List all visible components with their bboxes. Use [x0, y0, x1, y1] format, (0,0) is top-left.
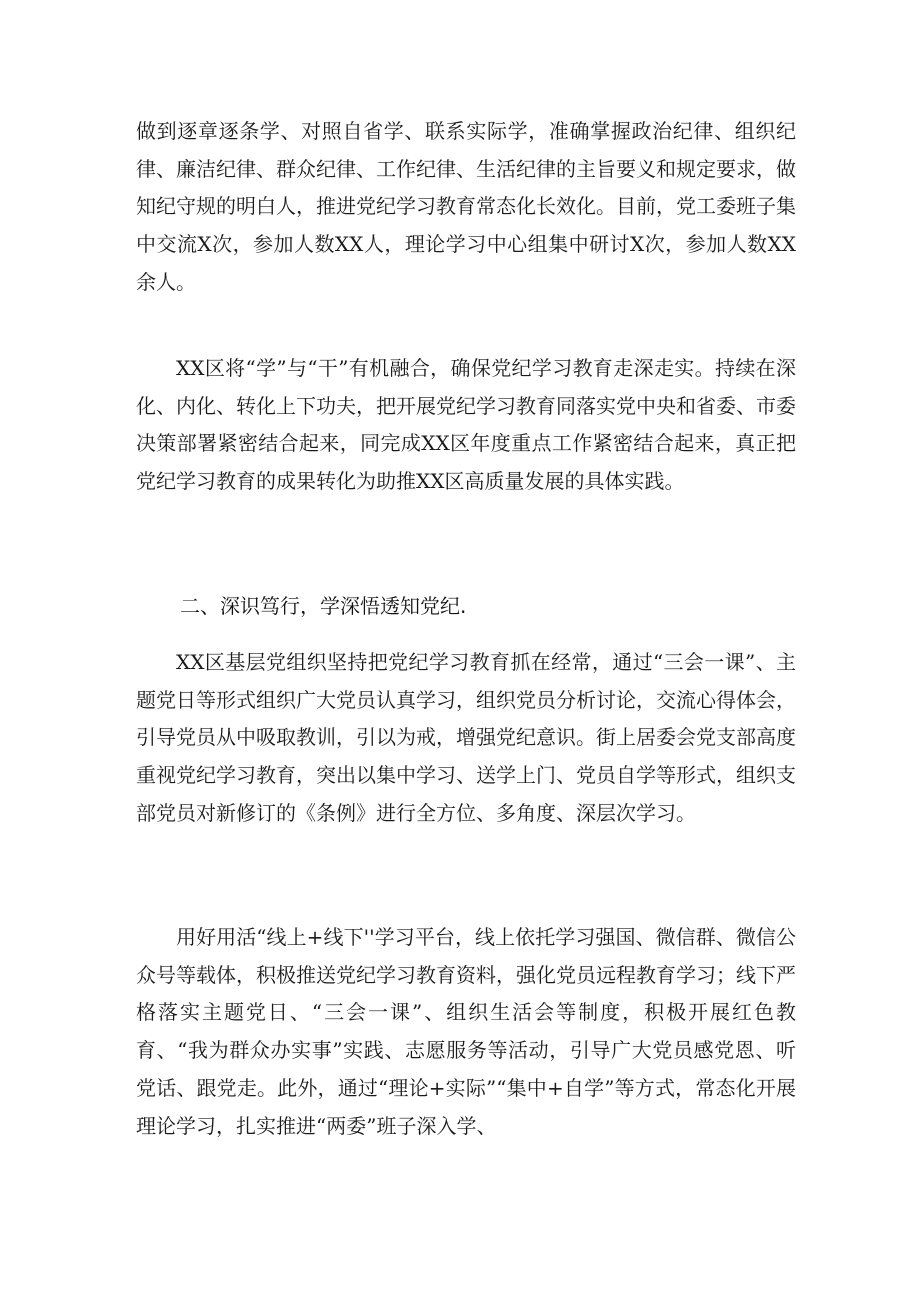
paragraph-grassroots-party: XX区基层党组织坚持把党纪学习教育抓在经常，通过“三会一课”、主题党日等形式组织广大党员认真学习，组织党员分析讨论，交流心得体会，引导党员从中吸取教训，引以为戒，增强党纪意识。街上居委会党支部高度重视党纪学习教育，突出以集中学习、送学上门、党员自学等形式，组织支部党员对新修订的《条例》进行全方位、多角度、深层次学习。: [136, 650, 796, 825]
paragraph-online-offline: 用好用活“线上+线下''学习平台，线上依托学习强国、微信群、微信公众号等载体，积极推送党纪学习教育资料，强化党员远程教育学习；线下严格落实主题党日、“三会一课”、组织生活会等制度，积极开展红色教育、“我为群众办实事”实践、志愿服务等活动，引导广大党员感党恩、听党话、跟党走。此外，通过“理论+实际”“集中+自学”等方式，常态化开展理论学习，扎实推进“两委”班子深入学、: [136, 925, 796, 1138]
paragraph-continued: 做到逐章逐条学、对照自省学、联系实际学，准确掌握政治纪律、组织纪律、廉洁纪律、群众纪律、工作纪律、生活纪律的主旨要义和规定要求，做知纪守规的明白人，推进党纪学习教育常态化长效化。目前，党工委班子集中交流X次，参加人数XX人，理论学习中心组集中研讨X次，参加人数XX余人。: [136, 119, 796, 294]
paragraph-study-and-work: XX区将“学”与“干”有机融合，确保党纪学习教育走深走实。持续在深化、内化、转化上下功夫，把开展党纪学习教育同落实党中央和省委、市委决策部署紧密结合起来，同完成XX区年度重点工作紧密结合起来，真正把党纪学习教育的成果转化为助推XX区高质量发展的具体实践。: [136, 356, 796, 494]
section-heading: 二、深识笃行，学深悟透知党纪.: [180, 594, 467, 618]
